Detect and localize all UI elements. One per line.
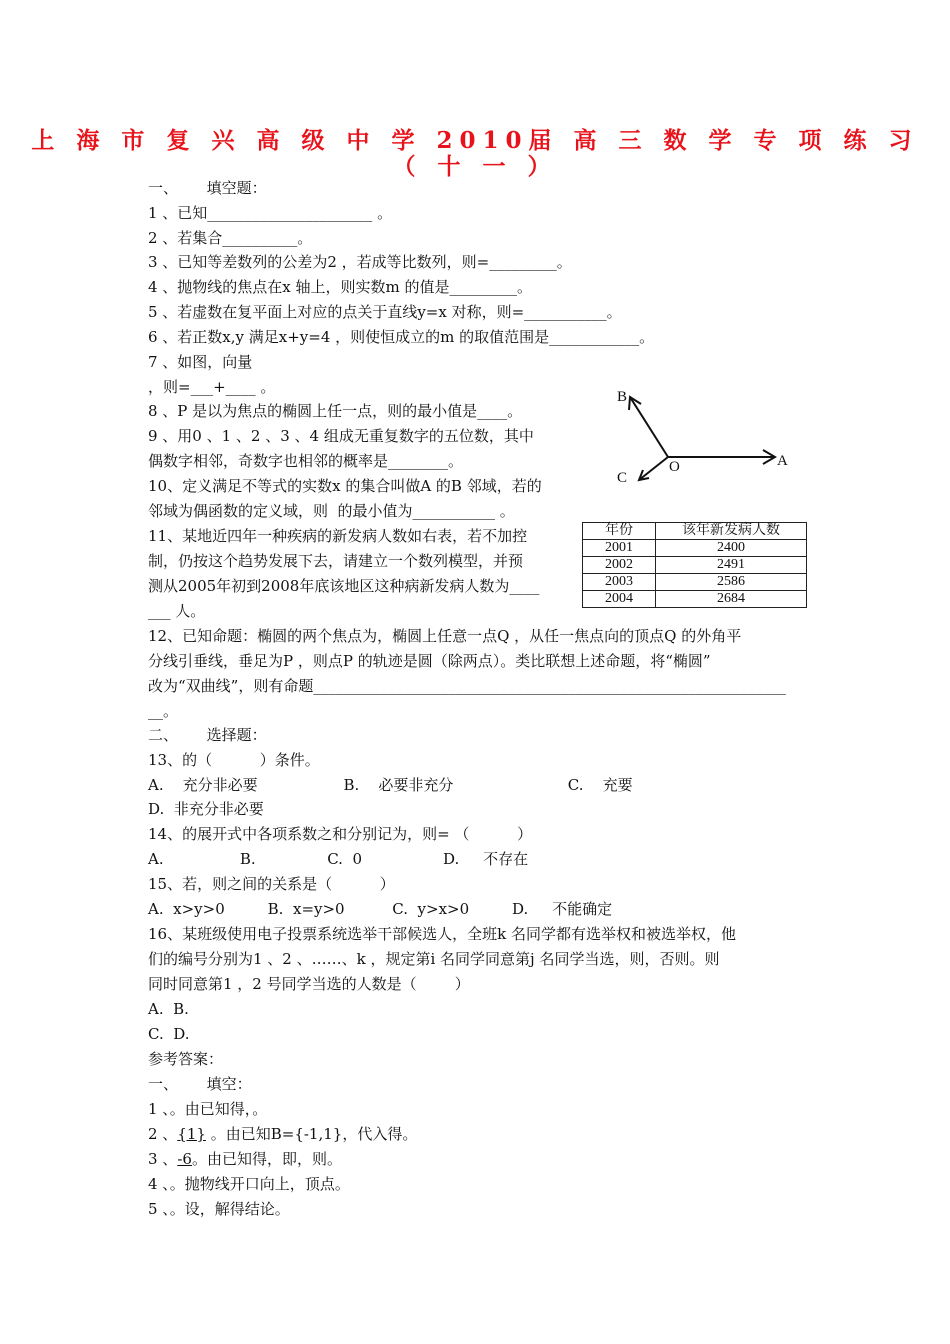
- line-20: 改为“双曲线”，则有命题_______________________________________________________________: [148, 677, 786, 695]
- line-29: A. x>y>0 B. x=y>0 C. y>x>0 D. 不能确定: [148, 900, 613, 918]
- line-33: A. B.: [148, 1000, 189, 1018]
- answer-3-text: 。由已知得，即，则。: [191, 1150, 342, 1168]
- line-21: __。: [148, 702, 179, 720]
- line-15: 制，仍按这个趋势发展下去，请建立一个数列模型，并预: [148, 552, 524, 570]
- answer-3-prefix: 3 、: [148, 1150, 178, 1168]
- line-16: 测从2005年初到2008年底该地区这种病新发病人数为____: [148, 577, 540, 595]
- line-26: 14、的展开式中各项系数之和分别记为，则= （ ）: [148, 825, 533, 843]
- answer-2: [148, 1124, 417, 1144]
- label-a: A: [777, 453, 788, 469]
- line-35: 参考答案：: [148, 1050, 224, 1068]
- table-cell-year: 2004: [583, 591, 656, 608]
- answer-2-prefix: 2 、: [148, 1125, 178, 1143]
- vector-ob: [630, 397, 668, 457]
- line-32: 同时同意第1 ，2 号同学当选的人数是（ ）: [148, 975, 470, 993]
- table-cell-cases: 2586: [656, 574, 807, 591]
- line-18: 12、已知命题：椭圆的两个焦点为，椭圆上任意一点Q ，从任一焦点向的顶点Q 的外角平: [148, 627, 742, 645]
- table-cell-cases: 2684: [656, 591, 807, 608]
- table-row: [583, 540, 807, 557]
- line-3: 3 、已知等差数列的公差为2 ，若成等比数列，则=_________。: [148, 253, 572, 271]
- line-19: 分线引垂线，垂足为P ，则点P 的轨迹是圆（除两点）。类比联想上述命题，将“椭圆”: [148, 652, 711, 670]
- line-31: 们的编号分别为1 、2 、……、k ，规定第i 名同学同意第j 名同学当选，则，否则。则: [148, 950, 720, 968]
- line-11: 偶数字相邻，奇数字也相邻的概率是________。: [148, 452, 464, 470]
- line-5: 5 、若虚数在复平面上对应的点关于直线y=x 对称，则=___________。: [148, 303, 622, 321]
- line-30: 16、某班级使用电子投票系统选举干部候选人，全班k 名同学都有选举权和被选举权，他: [148, 925, 736, 943]
- table-cell-year: 2001: [583, 540, 656, 557]
- line-9: 8 、P 是以为焦点的椭圆上任一点，则的最小值是____。: [148, 402, 523, 420]
- line-24: A. 充分非必要 B. 必要非充分 C. 充要: [148, 776, 633, 794]
- line-6: 6 、若正数x,y 满足x+y=4 ，则使恒成立的m 的取值范围是____________。: [148, 328, 655, 346]
- line-37: 1 、。由已知得，。: [148, 1100, 268, 1118]
- table-header-cases: 该年新发病人数: [656, 523, 807, 540]
- answer-3-value: -6: [177, 1150, 192, 1168]
- table-cell-year: 2003: [583, 574, 656, 591]
- table-cell-cases: 2491: [656, 557, 807, 574]
- line-23: 13、的（ ）条件。: [148, 751, 320, 769]
- label-b: B: [617, 389, 628, 405]
- line-12: 10、定义满足不等式的实数x 的集合叫做A 的B 邻域，若的: [148, 477, 542, 495]
- line-28: 15、若，则之间的关系是（ ）: [148, 875, 395, 893]
- line-14: 11、某地近四年一种疾病的新发病人数如右表，若不加控: [148, 527, 528, 545]
- table-cell-year: 2002: [583, 557, 656, 574]
- line-7: 7 、如图，向量: [148, 353, 253, 371]
- table-header-row: [583, 523, 807, 540]
- line-34: C. D.: [148, 1025, 190, 1043]
- vector-oc: [639, 457, 668, 480]
- doc-title-line2: （ 十 一 ）: [392, 153, 558, 180]
- answer-2-text: 。由已知B={-1,1}，代入得。: [205, 1125, 418, 1143]
- line-10: 9 、用0 、1 、2 、3 、4 组成无重复数字的五位数，其中: [148, 427, 534, 445]
- line-22: 二、 选择题：: [148, 726, 267, 744]
- table-cell-cases: 2400: [656, 540, 807, 557]
- answer-4: 4 、。抛物线开口向上，顶点。: [148, 1175, 350, 1193]
- answer-3: [148, 1149, 342, 1169]
- incidence-table: [582, 522, 807, 608]
- table-row: [583, 574, 807, 591]
- line-0: 一、 填空题：: [148, 179, 267, 197]
- answer-5: 5 、。设，解得结论。: [148, 1200, 290, 1218]
- label-o: O: [669, 459, 680, 475]
- line-27: A. B. C. 0 D. 不存在: [148, 850, 529, 868]
- line-4: 4 、抛物线的焦点在x 轴上，则实数m 的值是_________。: [148, 278, 533, 296]
- line-8: ，则=___+____ 。: [148, 378, 276, 396]
- table-row: [583, 557, 807, 574]
- doc-title-line1: 上 海 市 复 兴 高 级 中 学 2010届 高 三 数 学 专 项 练 习: [31, 127, 919, 154]
- table-header-year: 年份: [583, 523, 656, 540]
- vector-figure: [605, 385, 805, 485]
- line-2: 2 、若集合__________。: [148, 229, 313, 247]
- line-13: 邻域为偶函数的定义域，则 的最小值为___________ 。: [148, 502, 515, 520]
- label-c: C: [617, 470, 628, 485]
- line-36: 一、 填空：: [148, 1075, 252, 1093]
- answer-2-value: {1}: [177, 1125, 206, 1143]
- line-25: D. 非充分非必要: [148, 800, 264, 818]
- line-1: 1 、已知______________________ 。: [148, 204, 393, 222]
- table-row: [583, 591, 807, 608]
- line-17: ___ 人。: [148, 602, 206, 620]
